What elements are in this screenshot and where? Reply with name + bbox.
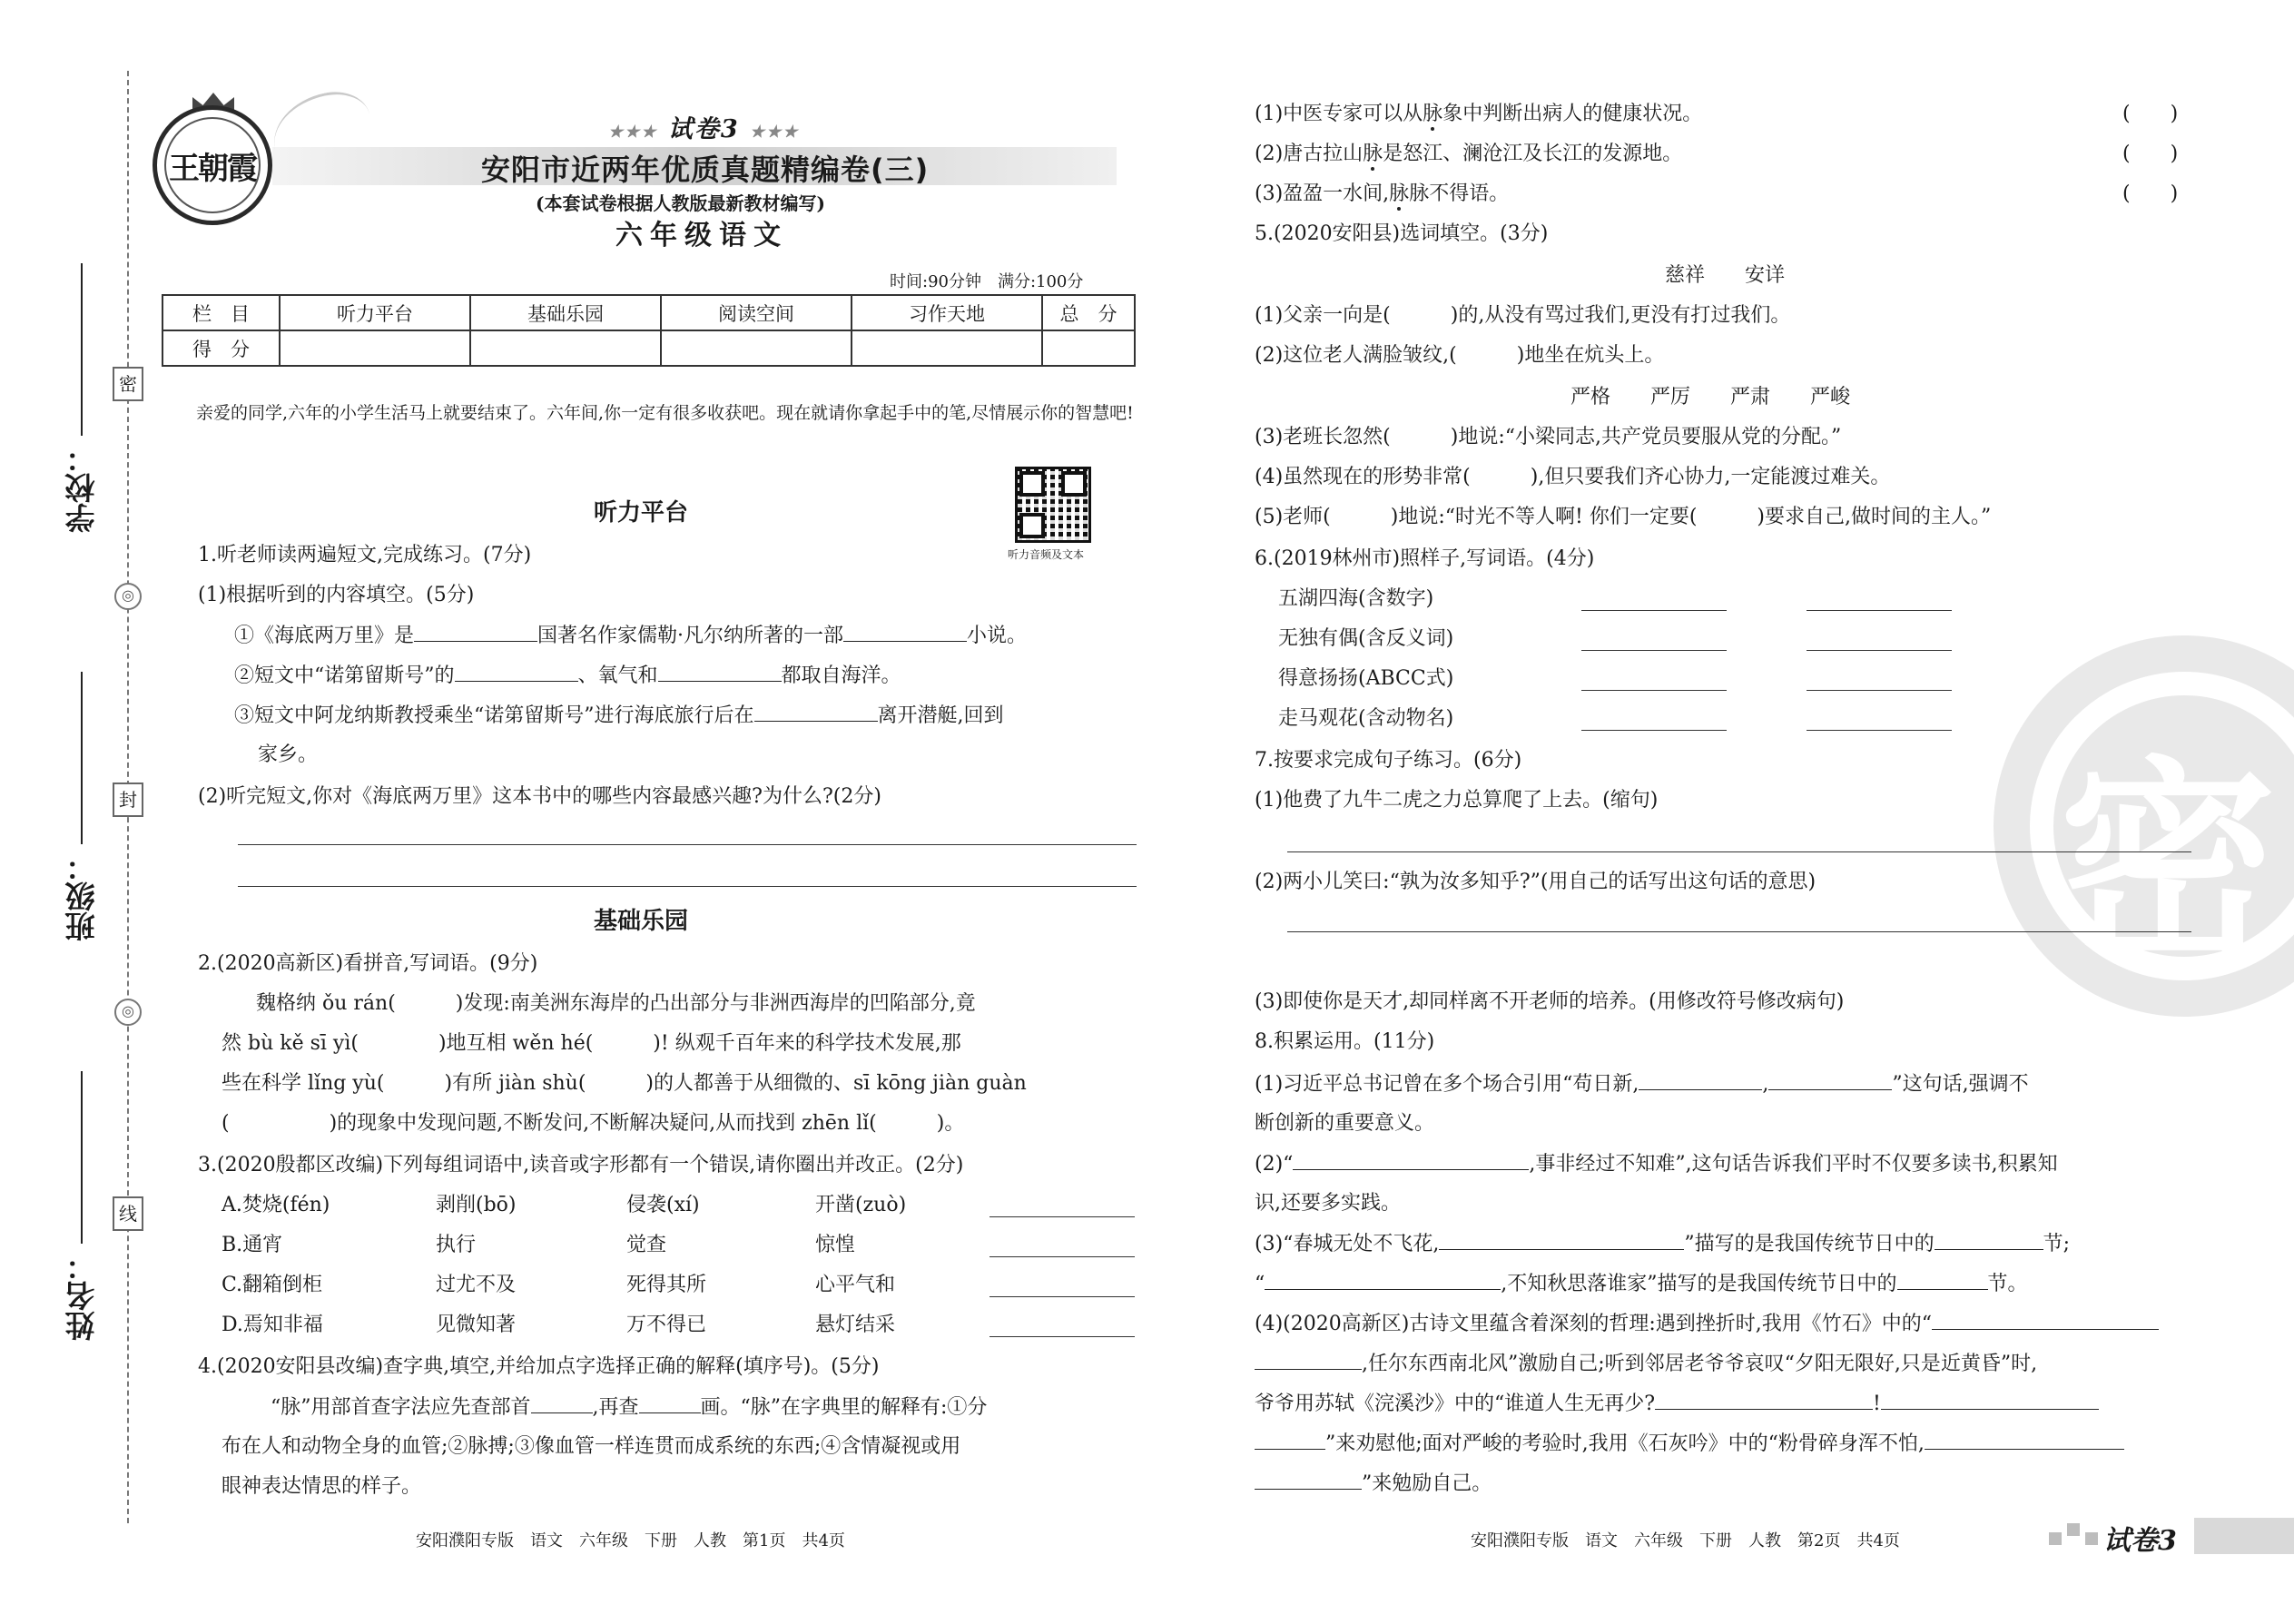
question-1-2: (2)听完短文,你对《海底两万里》这本书中的哪些内容最感兴趣?为什么?(2分): [198, 785, 881, 808]
answer-line[interactable]: [1807, 690, 1952, 691]
question-1: 1.听老师读两遍短文,完成练习。(7分): [198, 544, 532, 566]
score-cell[interactable]: [470, 330, 661, 366]
answer-line[interactable]: [1287, 931, 2191, 932]
answer-blank[interactable]: [1932, 1307, 2159, 1330]
score-cell[interactable]: [852, 330, 1042, 366]
score-cell[interactable]: [280, 330, 470, 366]
answer-line[interactable]: [1581, 690, 1727, 691]
school-field[interactable]: [54, 263, 109, 533]
question-8-3: (3)“春城无处不飞花, ”描写的是我国传统节日中的 节;: [1255, 1227, 2070, 1256]
question-1-1-b: ②短文中“诺第留斯号”的 、氧气和 都取自海洋。: [234, 659, 901, 688]
corner-exam-label: [2022, 1514, 2294, 1558]
answer-line[interactable]: [989, 1256, 1135, 1257]
question-7-3: (3)即使你是天才,却同样离不开老师的培养。(用修改符号修改病句): [1255, 990, 1845, 1013]
question-5-3: (3)老班长忽然( )地说:“小梁同志,共产党员要服从党的分配。”: [1255, 426, 1842, 448]
q3-row-b-3: 觉查: [626, 1234, 667, 1256]
q3-row-a-4: 开凿(zuò): [815, 1194, 907, 1216]
answer-line[interactable]: [1807, 610, 1952, 611]
q3-row-c-2: 过尤不及: [436, 1274, 517, 1296]
answer-line[interactable]: [989, 1296, 1135, 1297]
score-header-cell: 听力平台: [280, 295, 470, 330]
word-bank-2: 严格 严厉 严肃 严峻: [1570, 386, 1851, 408]
answer-line[interactable]: [1807, 650, 1952, 651]
school-label: 学校：: [64, 443, 100, 533]
question-8-4-line-4: ”来劝慰他;面对严峻的考验时,我用《石灰吟》中的“粉骨碎身浑不怕,: [1255, 1427, 2124, 1456]
exam-tag: ★★★ 试卷3 ★★★: [608, 115, 800, 143]
q3-row-c-4: 心平气和: [815, 1274, 896, 1296]
answer-blank[interactable]: [658, 659, 782, 682]
name-field[interactable]: [54, 1071, 109, 1341]
question-5-4: (4)虽然现在的形势非常( ),但只要我们齐心协力,一定能渡过难关。: [1255, 466, 1891, 488]
question-1-1-c: ③短文中阿龙纳斯教授乘坐“诺第留斯号”进行海底旅行后在 离开潜艇,回到: [234, 699, 1004, 728]
answer-blank[interactable]: [1881, 1387, 2099, 1410]
score-header-cell: 阅读空间: [661, 295, 852, 330]
binding-mark-feng: 封: [113, 782, 143, 817]
q6-item-2: 无独有偶(含反义词): [1278, 627, 1454, 650]
answer-line[interactable]: [1581, 610, 1727, 611]
qr-caption: 听力音频及文本: [1008, 548, 1085, 561]
score-header-cell: 总 分: [1042, 295, 1135, 330]
q3-row-b-2: 执行: [436, 1234, 477, 1256]
star-icon: ★★★: [608, 123, 658, 142]
corner-label-text: 试卷3: [2103, 1525, 2177, 1557]
q6-item-1: 五湖四海(含数字): [1278, 587, 1434, 610]
q3-row-b-1: B.通宵: [222, 1234, 283, 1256]
section-title-listening: 听力平台: [594, 499, 689, 527]
grade-title: 六年级语文: [615, 220, 788, 251]
binding-knot-icon: ◎: [114, 999, 142, 1026]
question-8-1-cont: 断创新的重要意义。: [1255, 1112, 1435, 1135]
footer-page-1: 安阳濮阳专版 语文 六年级 下册 人教 第1页 共4页: [416, 1531, 845, 1550]
q3-row-b-4: 惊惶: [815, 1234, 856, 1256]
question-5-2: (2)这位老人满脸皱纹,( )地坐在炕头上。: [1255, 344, 1665, 367]
score-value-row: [162, 330, 1135, 366]
question-5-5: (5)老师( )地说:“时光不等人啊! 你们一定要( )要求自己,做时间的主人。”: [1255, 506, 1992, 528]
answer-blank[interactable]: [1439, 1227, 1684, 1250]
question-8-3-b: “ ,不知秋思落谁家”描写的是我国传统节日中的 节。: [1255, 1267, 2028, 1296]
question-7: 7.按要求完成句子练习。(6分): [1255, 749, 1522, 772]
name-label: 姓名：: [64, 1251, 100, 1341]
question-2-line-2: 然 bù kě sī yì( )地互相 wěn hé( )! 纵观千百年来的科学技术发展,那: [222, 1032, 961, 1055]
question-2-line-4: ( )的现象中发现问题,不断发问,不断解决疑问,从而找到 zhēn lǐ( )。: [222, 1112, 965, 1135]
question-2-line-3: 些在科学 lǐng yù( )有所 jiàn shù( )的人都善于从细微的、sī kōng jiàn guàn: [222, 1072, 1027, 1095]
q4-item-1: (1)中医专家可以从脉象中判断出病人的健康状况。: [1255, 103, 1703, 125]
question-1-1-c-cont: 家乡。: [258, 743, 319, 766]
answer-blank[interactable]: [1768, 1068, 1892, 1090]
answer-line[interactable]: [989, 1216, 1135, 1217]
q3-row-c-1: C.翻箱倒柜: [222, 1274, 323, 1296]
answer-blank[interactable]: [531, 1391, 593, 1413]
answer-blank[interactable]: [1925, 1427, 2124, 1450]
answer-blank[interactable]: [754, 699, 878, 722]
question-1-1-a: ①《海底两万里》是 国著名作家儒勒·凡尔纳所著的一部 小说。: [234, 619, 1027, 648]
score-header-row: [162, 295, 1135, 330]
answer-line[interactable]: [1581, 650, 1727, 651]
q6-item-3: 得意扬扬(ABCC式): [1278, 667, 1454, 690]
question-8-2-cont: 识,还要多实践。: [1255, 1192, 1401, 1215]
answer-line[interactable]: [989, 1336, 1135, 1337]
word-bank-1: 慈祥 安详: [1665, 264, 1786, 287]
footer-page-2: 安阳濮阳专版 语文 六年级 下册 人教 第2页 共4页: [1471, 1531, 1900, 1550]
q3-row-a-3: 侵袭(xí): [626, 1194, 700, 1216]
question-8-4-line-3: 爷爷用苏轼《浣溪沙》中的“谁道人生无再少? !: [1255, 1387, 2099, 1416]
qr-code-icon[interactable]: [1015, 467, 1091, 543]
q3-row-d-2: 见微知著: [436, 1314, 517, 1336]
answer-blank[interactable]: [1255, 1347, 1362, 1370]
star-icon: ★★★: [750, 123, 800, 142]
answer-paren[interactable]: ( ): [2122, 182, 2179, 205]
question-3: 3.(2020殷都区改编)下列每组词语中,读音或字形都有一个错误,请你圈出并改正。(2分): [198, 1154, 964, 1176]
answer-paren[interactable]: ( ): [2122, 103, 2179, 125]
question-8: 8.积累运用。(11分): [1255, 1030, 1435, 1053]
question-5-1: (1)父亲一向是( )的,从没有骂过我们,更没有打过我们。: [1255, 304, 1791, 327]
score-header-cell: 基础乐园: [470, 295, 661, 330]
q3-row-c-3: 死得其所: [626, 1274, 707, 1296]
answer-blank[interactable]: [1265, 1267, 1501, 1290]
question-4-line-2: 布在人和动物全身的血管;②脉搏;③像血管一样连贯而成系统的东西;④含情凝视或用: [222, 1435, 961, 1458]
question-7-1: (1)他费了九牛二虎之力总算爬了上去。(缩句): [1255, 789, 1659, 812]
q4-item-2: (2)唐古拉山脉是怒江、澜沧江及长江的发源地。: [1255, 143, 1683, 165]
answer-blank[interactable]: [1293, 1147, 1529, 1170]
answer-blank[interactable]: [1639, 1068, 1762, 1090]
q3-row-d-1: D.焉知非福: [222, 1314, 323, 1336]
score-header-cell: 栏 目: [162, 295, 280, 330]
class-field[interactable]: [54, 672, 109, 941]
logo-text: 王朝霞: [169, 150, 256, 187]
question-8-4-line-2: ,任尔东西南北风”激励自己;听到邻居老爷爷哀叹“夕阳无限好,只是近黄昏”时,: [1255, 1347, 2037, 1376]
seal-character: 密: [2059, 738, 2278, 992]
publisher-logo: [153, 105, 272, 225]
answer-line[interactable]: [1807, 730, 1952, 731]
page-title: 安阳市近两年优质真题精编卷(三): [481, 153, 930, 187]
question-8-1: (1)习近平总书记曾在多个场合引用“苟日新, , ”这句话,强调不: [1255, 1068, 2029, 1097]
answer-blank[interactable]: [455, 659, 578, 682]
answer-blank[interactable]: [1935, 1227, 2043, 1250]
score-cell[interactable]: [1042, 330, 1135, 366]
subtitle: (本套试卷根据人教版最新教材编写): [536, 192, 825, 214]
q6-item-4: 走马观花(含动物名): [1278, 707, 1454, 730]
answer-line[interactable]: [238, 886, 1137, 887]
question-2: 2.(2020高新区)看拼音,写词语。(9分): [198, 952, 538, 975]
answer-blank[interactable]: [1255, 1467, 1362, 1490]
score-table: [162, 294, 1136, 367]
answer-line[interactable]: [1287, 851, 2191, 852]
q3-row-a-2: 剥削(bō): [436, 1194, 517, 1216]
question-2-line-1: 魏格纳 ǒu rán( )发现:南美洲东海岸的凸出部分与非洲西海岸的凹陷部分,竟: [256, 992, 976, 1015]
class-label: 班级：: [64, 851, 100, 941]
binding-mark-mi: 线: [113, 1196, 143, 1231]
q3-row-d-4: 悬灯结采: [815, 1314, 896, 1336]
question-4-line-1: “脉”用部首查字法应先查部首 ,再查 画。“脉”在字典里的解释有:①分: [271, 1391, 987, 1420]
answer-paren[interactable]: ( ): [2122, 143, 2179, 165]
answer-blank[interactable]: [1255, 1427, 1325, 1450]
score-row-label: 得 分: [162, 330, 280, 366]
score-header-cell: 习作天地: [852, 295, 1042, 330]
section-title-basic: 基础乐园: [594, 908, 689, 935]
question-8-4-line-5: ”来勉励自己。: [1255, 1467, 1492, 1496]
answer-blank[interactable]: [639, 1391, 701, 1413]
answer-blank[interactable]: [1655, 1387, 1873, 1410]
q3-row-a-1: A.焚烧(fén): [222, 1194, 330, 1216]
question-6: 6.(2019林州市)照样子,写词语。(4分): [1255, 547, 1595, 570]
answer-line[interactable]: [1581, 730, 1727, 731]
question-4-line-3: 眼神表达情思的样子。: [222, 1475, 422, 1498]
answer-blank[interactable]: [1897, 1267, 1988, 1290]
score-cell[interactable]: [661, 330, 852, 366]
time-score: 时间:90分钟 满分:100分: [890, 272, 1084, 291]
question-1-1: (1)根据听到的内容填空。(5分): [198, 584, 475, 606]
q4-item-3: (3)盈盈一水间,脉脉不得语。: [1255, 182, 1510, 205]
question-8-2: (2)“ ,事非经过不知难”,这句话告诉我们平时不仅要多读书,积累知: [1255, 1147, 2058, 1176]
intro-text: 亲爱的同学,六年的小学生活马上就要结束了。六年间,你一定有很多收获吧。现在就请你拿起手中的笔,尽情展示你的智慧吧!: [196, 403, 1134, 423]
answer-blank[interactable]: [843, 619, 967, 642]
question-4: 4.(2020安阳县改编)查字典,填空,并给加点字选择正确的解释(填序号)。(5分): [198, 1355, 880, 1378]
answer-line[interactable]: [238, 844, 1137, 845]
question-8-4: (4)(2020高新区)古诗文里蕴含着深刻的哲理:遇到挫折时,我用《竹石》中的“: [1255, 1307, 2159, 1336]
binding-knot-icon: ◎: [114, 583, 142, 610]
binding-mark-xian: 密: [113, 367, 143, 401]
question-7-2: (2)两小儿笑曰:“孰为汝多知乎?”(用自己的话写出这句话的意思): [1255, 871, 1816, 893]
answer-blank[interactable]: [414, 619, 537, 642]
q3-row-d-3: 万不得已: [626, 1314, 707, 1336]
question-5: 5.(2020安阳县)选词填空。(3分): [1255, 222, 1549, 245]
